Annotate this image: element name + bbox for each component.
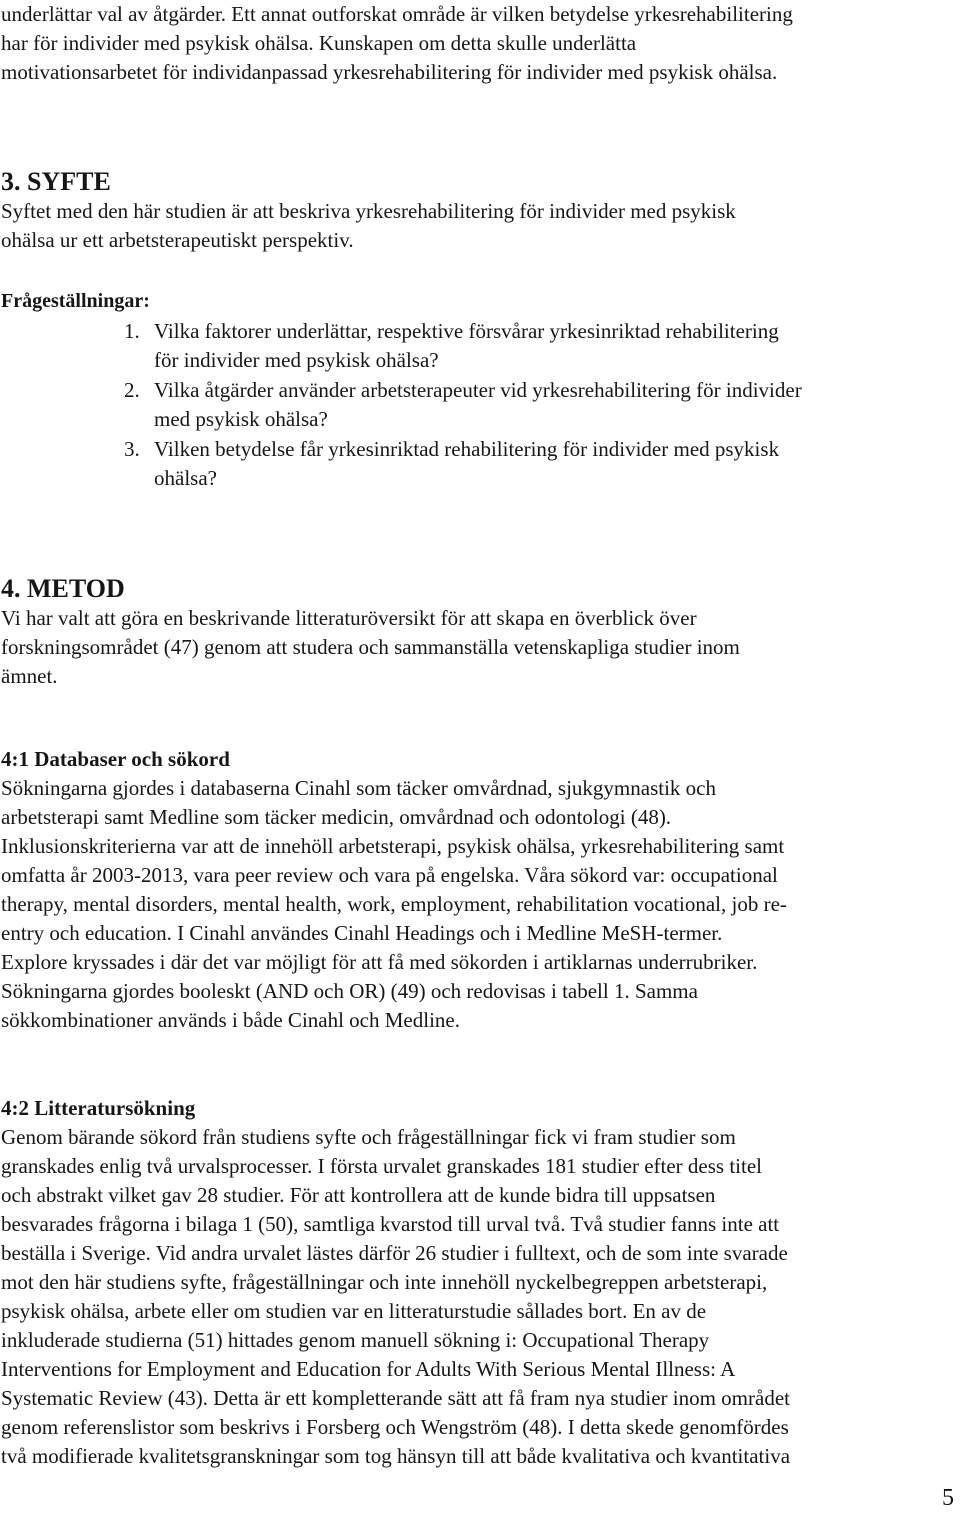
text-line: omfatta år 2003-2013, vara peer review och vara på engelska. Våra sökord var: occupational [1,863,778,887]
text-line: besvarades frågorna i bilaga 1 (50), samtliga kvarstod till urval två. Två studier fanns inte att [1,1212,780,1236]
section-heading: 4. METOD [1,574,125,603]
text-line: psykisk ohälsa, arbete eller om studien var en litteraturstudie sållades bort. En av de [1,1299,707,1323]
question-number: 2. [124,378,140,402]
text-line: forskningsområdet (47) genom att studera och sammanställa vetenskapliga studier inom [1,635,740,659]
text-line: ämnet. [1,664,58,688]
text-line: Explore kryssades i där det var möjligt för att få med sökorden i artiklarnas underrubriker. [1,950,758,974]
text-line: arbetsterapi samt Medline som täcker medicin, omvårdnad och odontologi (48). [1,805,672,829]
text-line: genom referenslistor som beskrivs i Forsberg och Wengström (48). I detta skede genomfördes [1,1415,789,1439]
text-line: underlättar val av åtgärder. Ett annat outforskat område är vilken betydelse yrkesrehabilitering [1,2,793,26]
section-litteratursokning [1,1094,956,1471]
text-line: Genom bärande sökord från studiens syfte och frågeställningar fick vi fram studier som [1,1125,736,1149]
questions-heading: Frågeställningar: [1,290,150,312]
text-line: therapy, mental disorders, mental health, work, employment, rehabilitation vocational, job re- [1,892,787,916]
text-line: Sökningarna gjordes i databaserna Cinahl som täcker omvårdnad, sjukgymnastik och [1,776,716,800]
questions-label [1,287,956,316]
section-metod [1,574,956,691]
text-line: granskades enlig två urvalsprocesser. I första urvalet granskades 181 studier efter dess titel [1,1154,763,1178]
section-heading: 3. SYFTE [1,167,111,196]
subsection-heading: 4:1 Databaser och sökord [1,747,230,771]
text-line: Systematic Review (43). Detta är ett kompletterande sätt att få fram nya studier inom området [1,1386,790,1410]
question-text: Vilka faktorer underlättar, respektive försvårar yrkesinriktad rehabilitering [154,319,779,343]
text-line: har för individer med psykisk ohälsa. Kunskapen om detta skulle underlätta [1,31,637,55]
question-text: Vilken betydelse får yrkesinriktad rehabilitering för individer med psykisk [154,437,780,461]
question-number: 1. [124,319,140,343]
text-line: ohälsa ur ett arbetsterapeutiskt perspektiv. [1,228,354,252]
text-line: och abstrakt vilket gav 28 studier. För att kontrollera att de kunde bidra till uppsatsen [1,1183,716,1207]
page-number: 5 [942,1485,954,1511]
text-line: motivationsarbetet för individanpassad yrkesrehabilitering för individer med psykisk ohälsa. [1,60,778,84]
text-line: sökkombinationer används i både Cinahl och Medline. [1,1008,460,1032]
section-databaser [1,745,956,1035]
text-line: mot den här studiens syfte, frågeställningar och inte innehöll nyckelbegreppen arbetsterapi, [1,1270,768,1294]
intro-paragraph [1,0,956,87]
section-syfte [1,167,956,255]
question-text: Vilka åtgärder använder arbetsterapeuter vid yrkesrehabilitering för individer [154,378,802,402]
subsection-heading: 4:2 Litteratursökning [1,1096,196,1120]
text-line: Interventions for Employment and Education for Adults With Serious Mental Illness: A [1,1357,736,1381]
question-text: med psykisk ohälsa? [154,407,328,431]
question-number: 3. [124,437,140,461]
text-line: Inklusionskriterierna var att de innehöll arbetsterapi, psykisk ohälsa, yrkesrehabilitering samt [1,834,785,858]
question-text: ohälsa? [154,466,217,490]
text-line: entry och education. I Cinahl användes Cinahl Headings och i Medline MeSH-termer. [1,921,723,945]
text-line: Syftet med den här studien är att beskriva yrkesrehabilitering för individer med psykisk [1,199,736,223]
text-line: Sökningarna gjordes booleskt (AND och OR) (49) och redovisas i tabell 1. Samma [1,979,698,1003]
text-line: Vi har valt att göra en beskrivande litteraturöversikt för att skapa en överblick över [1,606,697,630]
text-line: beställa i Sverige. Vid andra urvalet lästes därför 26 studier i fulltext, och de som inte svarade [1,1241,788,1265]
text-line: inkluderade studierna (51) hittades genom manuell sökning i: Occupational Therapy [1,1328,710,1352]
question-text: för individer med psykisk ohälsa? [154,348,439,372]
text-line: två modifierade kvalitetsgranskningar som tog hänsyn till att både kvalitativa och kvantitativa [1,1444,791,1468]
